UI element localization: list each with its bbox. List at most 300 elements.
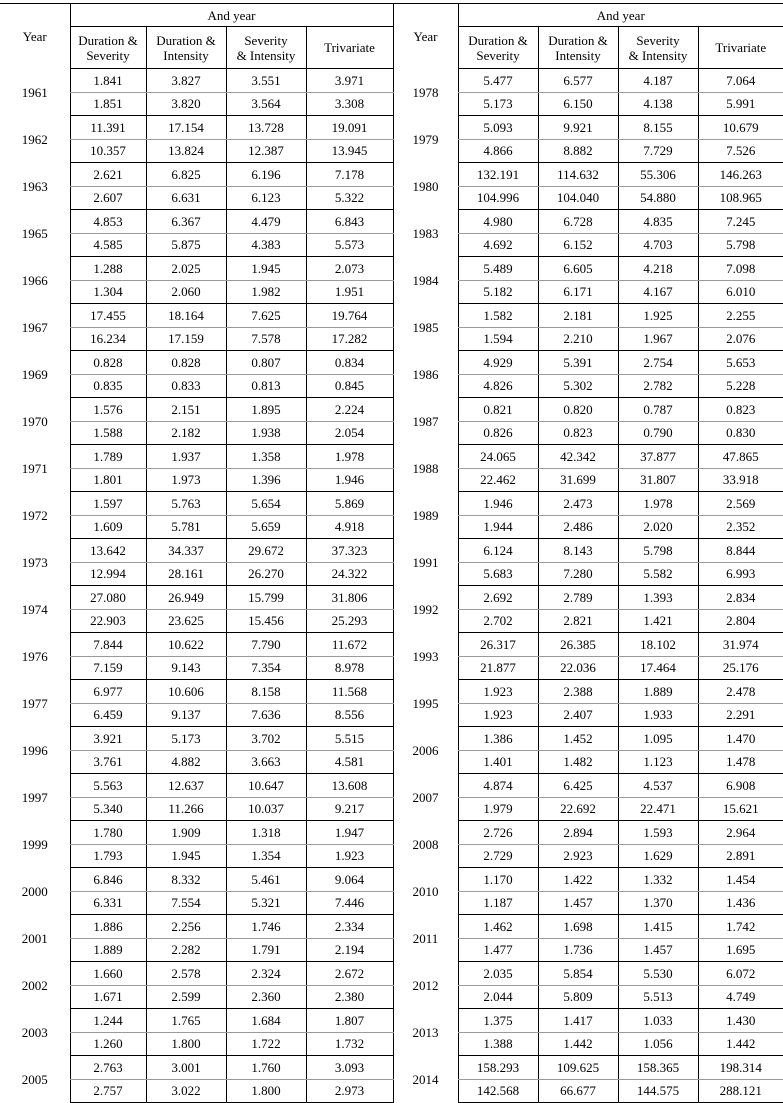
value-cell: 12.994 <box>70 562 146 586</box>
value-cell: 2.891 <box>698 844 783 868</box>
value-cell: 4.918 <box>306 515 393 539</box>
value-cell: 27.080 <box>70 586 146 610</box>
value-cell: 7.578 <box>226 327 306 351</box>
year-cell: 1992 <box>393 586 458 633</box>
value-cell: 142.568 <box>458 1079 538 1103</box>
value-cell: 17.282 <box>306 327 393 351</box>
value-cell: 1.951 <box>306 280 393 304</box>
year-cell: 1977 <box>21 695 48 711</box>
value-cell: 9.137 <box>146 703 226 727</box>
value-cell: 4.138 <box>618 92 698 116</box>
value-cell: 0.828 <box>146 351 226 375</box>
value-cell: 1.698 <box>538 915 618 939</box>
value-cell: 19.091 <box>306 116 393 140</box>
value-cell: 7.554 <box>146 891 226 915</box>
value-cell: 9.217 <box>306 797 393 821</box>
value-cell: 6.605 <box>538 257 618 281</box>
value-cell: 1.732 <box>306 1032 393 1056</box>
value-cell: 2.478 <box>698 680 783 704</box>
value-cell: 198.314 <box>698 1056 783 1080</box>
year-cell: 1984 <box>393 257 458 304</box>
value-cell: 34.337 <box>146 539 226 563</box>
value-cell: 1.386 <box>458 727 538 751</box>
value-cell: 11.391 <box>70 116 146 140</box>
value-cell: 2.923 <box>538 844 618 868</box>
value-cell: 1.187 <box>458 891 538 915</box>
header-row-group <box>0 4 783 27</box>
value-cell: 2.407 <box>538 703 618 727</box>
value-cell: 3.761 <box>70 750 146 774</box>
value-cell: 0.823 <box>698 398 783 422</box>
value-cell: 4.537 <box>618 774 698 798</box>
year-header-right: Year <box>393 4 458 69</box>
value-cell: 5.530 <box>618 962 698 986</box>
value-cell: 6.843 <box>306 210 393 234</box>
value-cell: 0.820 <box>538 398 618 422</box>
value-cell: 1.684 <box>226 1009 306 1033</box>
value-cell: 10.357 <box>70 139 146 163</box>
table-row <box>0 374 783 398</box>
value-cell: 0.807 <box>226 351 306 375</box>
year-cell: 2001 <box>21 930 48 946</box>
value-cell: 1.332 <box>618 868 698 892</box>
value-cell: 5.228 <box>698 374 783 398</box>
value-cell: 1.304 <box>70 280 146 304</box>
value-cell: 3.551 <box>226 69 306 93</box>
value-cell: 1.170 <box>458 868 538 892</box>
value-cell: 2.834 <box>698 586 783 610</box>
value-cell: 2.380 <box>306 985 393 1009</box>
value-cell: 108.965 <box>698 186 783 210</box>
value-cell: 6.367 <box>146 210 226 234</box>
value-cell: 2.821 <box>538 609 618 633</box>
value-cell: 17.455 <box>70 304 146 328</box>
value-cell: 4.479 <box>226 210 306 234</box>
year-cell: 1991 <box>393 539 458 586</box>
value-cell: 13.824 <box>146 139 226 163</box>
value-cell: 1.851 <box>70 92 146 116</box>
year-cell: 1996 <box>21 742 48 758</box>
value-cell: 18.164 <box>146 304 226 328</box>
value-cell: 5.582 <box>618 562 698 586</box>
year-cell: 1961 <box>21 84 48 100</box>
value-cell: 4.882 <box>146 750 226 774</box>
value-cell: 2.151 <box>146 398 226 422</box>
value-cell: 7.178 <box>306 163 393 187</box>
value-cell: 1.923 <box>458 703 538 727</box>
value-cell: 26.270 <box>226 562 306 586</box>
value-cell: 146.263 <box>698 163 783 187</box>
table-row <box>0 774 783 798</box>
value-cell: 6.631 <box>146 186 226 210</box>
value-cell: 1.576 <box>70 398 146 422</box>
value-cell: 0.828 <box>70 351 146 375</box>
value-cell: 4.692 <box>458 233 538 257</box>
value-cell: 2.352 <box>698 515 783 539</box>
value-cell: 2.334 <box>306 915 393 939</box>
value-cell: 1.417 <box>538 1009 618 1033</box>
table-row <box>0 656 783 680</box>
table-row <box>0 92 783 116</box>
value-cell: 1.933 <box>618 703 698 727</box>
value-cell: 1.841 <box>70 69 146 93</box>
value-cell: 1.370 <box>618 891 698 915</box>
value-cell: 1.742 <box>698 915 783 939</box>
table-row <box>0 891 783 915</box>
table-row <box>0 1056 783 1080</box>
value-cell: 5.573 <box>306 233 393 257</box>
value-cell: 2.054 <box>306 421 393 445</box>
table-row <box>0 210 783 234</box>
value-cell: 1.895 <box>226 398 306 422</box>
value-cell: 7.729 <box>618 139 698 163</box>
value-cell: 1.923 <box>306 844 393 868</box>
value-cell: 1.746 <box>226 915 306 939</box>
value-cell: 1.765 <box>146 1009 226 1033</box>
value-cell: 5.513 <box>618 985 698 1009</box>
table-row <box>0 186 783 210</box>
value-cell: 10.606 <box>146 680 226 704</box>
value-cell: 1.415 <box>618 915 698 939</box>
value-cell: 3.663 <box>226 750 306 774</box>
value-cell: 1.422 <box>538 868 618 892</box>
value-cell: 3.564 <box>226 92 306 116</box>
year-cell: 1966 <box>21 272 48 288</box>
value-cell: 3.702 <box>226 727 306 751</box>
table-row <box>0 304 783 328</box>
value-cell: 15.621 <box>698 797 783 821</box>
value-cell: 4.929 <box>458 351 538 375</box>
value-cell: 2.754 <box>618 351 698 375</box>
table-row <box>0 116 783 140</box>
value-cell: 13.642 <box>70 539 146 563</box>
value-cell: 0.821 <box>458 398 538 422</box>
year-cell: 2007 <box>393 774 458 821</box>
table-row <box>0 985 783 1009</box>
value-cell: 1.588 <box>70 421 146 445</box>
table-row <box>0 492 783 516</box>
value-cell: 5.302 <box>538 374 618 398</box>
year-cell: 2013 <box>393 1009 458 1056</box>
value-cell: 1.946 <box>306 468 393 492</box>
table-row <box>0 915 783 939</box>
value-cell: 1.925 <box>618 304 698 328</box>
year-cell: 1970 <box>21 413 48 429</box>
value-cell: 6.577 <box>538 69 618 93</box>
table-row <box>0 821 783 845</box>
value-cell: 5.321 <box>226 891 306 915</box>
table-row <box>0 938 783 962</box>
value-cell: 2.672 <box>306 962 393 986</box>
value-cell: 5.683 <box>458 562 538 586</box>
value-cell: 31.807 <box>618 468 698 492</box>
table-row <box>0 539 783 563</box>
value-cell: 5.322 <box>306 186 393 210</box>
table-row <box>0 562 783 586</box>
value-cell: 2.789 <box>538 586 618 610</box>
value-cell: 7.844 <box>70 633 146 657</box>
value-cell: 1.442 <box>538 1032 618 1056</box>
year-cell: 2006 <box>393 727 458 774</box>
value-cell: 11.568 <box>306 680 393 704</box>
value-cell: 1.056 <box>618 1032 698 1056</box>
value-cell: 1.736 <box>538 938 618 962</box>
value-cell: 47.865 <box>698 445 783 469</box>
value-cell: 1.436 <box>698 891 783 915</box>
value-cell: 5.654 <box>226 492 306 516</box>
year-cell: 1978 <box>393 69 458 116</box>
value-cell: 4.187 <box>618 69 698 93</box>
table-row <box>0 163 783 187</box>
value-cell: 5.563 <box>70 774 146 798</box>
value-cell: 5.461 <box>226 868 306 892</box>
col-severity-intensity-left: Severity & Intensity <box>226 27 306 69</box>
value-cell: 0.823 <box>538 421 618 445</box>
value-cell: 5.515 <box>306 727 393 751</box>
value-cell: 17.154 <box>146 116 226 140</box>
value-cell: 8.882 <box>538 139 618 163</box>
value-cell: 1.477 <box>458 938 538 962</box>
value-cell: 132.191 <box>458 163 538 187</box>
value-cell: 2.194 <box>306 938 393 962</box>
value-cell: 1.594 <box>458 327 538 351</box>
value-cell: 4.383 <box>226 233 306 257</box>
value-cell: 1.629 <box>618 844 698 868</box>
value-cell: 0.845 <box>306 374 393 398</box>
value-cell: 0.790 <box>618 421 698 445</box>
value-cell: 2.360 <box>226 985 306 1009</box>
value-cell: 7.625 <box>226 304 306 328</box>
table-row <box>0 445 783 469</box>
value-cell: 7.245 <box>698 210 783 234</box>
year-cell: 1993 <box>393 633 458 680</box>
value-cell: 4.218 <box>618 257 698 281</box>
value-cell: 1.478 <box>698 750 783 774</box>
value-cell: 6.196 <box>226 163 306 187</box>
table-body <box>0 69 783 1103</box>
col-duration-severity-right: Duration & Severity <box>458 27 538 69</box>
value-cell: 5.798 <box>698 233 783 257</box>
header-row-columns <box>0 27 783 69</box>
col-trivariate-right: Trivariate <box>698 27 783 69</box>
value-cell: 0.833 <box>146 374 226 398</box>
value-cell: 2.607 <box>70 186 146 210</box>
value-cell: 1.982 <box>226 280 306 304</box>
value-cell: 2.763 <box>70 1056 146 1080</box>
value-cell: 1.979 <box>458 797 538 821</box>
value-cell: 15.456 <box>226 609 306 633</box>
value-cell: 55.306 <box>618 163 698 187</box>
table-row <box>0 1079 783 1103</box>
value-cell: 24.065 <box>458 445 538 469</box>
table-row <box>0 280 783 304</box>
value-cell: 1.462 <box>458 915 538 939</box>
value-cell: 2.486 <box>538 515 618 539</box>
value-cell: 2.702 <box>458 609 538 633</box>
year-cell: 1973 <box>21 554 48 570</box>
value-cell: 6.124 <box>458 539 538 563</box>
value-cell: 2.388 <box>538 680 618 704</box>
value-cell: 1.946 <box>458 492 538 516</box>
value-cell: 6.459 <box>70 703 146 727</box>
table-row <box>0 797 783 821</box>
value-cell: 2.757 <box>70 1079 146 1103</box>
table-row <box>0 139 783 163</box>
col-duration-severity-left: Duration & Severity <box>70 27 146 69</box>
value-cell: 22.692 <box>538 797 618 821</box>
value-cell: 10.647 <box>226 774 306 798</box>
value-cell: 4.167 <box>618 280 698 304</box>
value-cell: 6.152 <box>538 233 618 257</box>
value-cell: 13.945 <box>306 139 393 163</box>
year-cell: 1999 <box>21 836 48 852</box>
value-cell: 18.102 <box>618 633 698 657</box>
value-cell: 1.597 <box>70 492 146 516</box>
value-cell: 22.471 <box>618 797 698 821</box>
table-row <box>0 844 783 868</box>
year-cell: 1989 <box>393 492 458 539</box>
value-cell: 2.621 <box>70 163 146 187</box>
value-cell: 7.064 <box>698 69 783 93</box>
value-cell: 11.266 <box>146 797 226 821</box>
value-cell: 5.854 <box>538 962 618 986</box>
value-cell: 21.877 <box>458 656 538 680</box>
col-duration-intensity-right: Duration & Intensity <box>538 27 618 69</box>
value-cell: 1.789 <box>70 445 146 469</box>
value-cell: 1.945 <box>226 257 306 281</box>
value-cell: 2.182 <box>146 421 226 445</box>
value-cell: 2.964 <box>698 821 783 845</box>
col-trivariate-left: Trivariate <box>306 27 393 69</box>
value-cell: 5.173 <box>146 727 226 751</box>
value-cell: 29.672 <box>226 539 306 563</box>
value-cell: 104.996 <box>458 186 538 210</box>
value-cell: 1.609 <box>70 515 146 539</box>
table-row <box>0 1009 783 1033</box>
value-cell: 4.835 <box>618 210 698 234</box>
value-cell: 37.877 <box>618 445 698 469</box>
table-row <box>0 398 783 422</box>
value-cell: 0.830 <box>698 421 783 445</box>
value-cell: 5.875 <box>146 233 226 257</box>
value-cell: 6.171 <box>538 280 618 304</box>
value-cell: 1.582 <box>458 304 538 328</box>
value-cell: 1.454 <box>698 868 783 892</box>
value-cell: 2.569 <box>698 492 783 516</box>
value-cell: 1.260 <box>70 1032 146 1056</box>
value-cell: 1.947 <box>306 821 393 845</box>
value-cell: 6.846 <box>70 868 146 892</box>
table-row <box>0 421 783 445</box>
value-cell: 2.073 <box>306 257 393 281</box>
value-cell: 5.809 <box>538 985 618 1009</box>
table-row <box>0 1032 783 1056</box>
year-cell: 1986 <box>393 351 458 398</box>
value-cell: 2.025 <box>146 257 226 281</box>
value-cell: 4.980 <box>458 210 538 234</box>
value-cell: 2.256 <box>146 915 226 939</box>
value-cell: 25.176 <box>698 656 783 680</box>
value-cell: 1.288 <box>70 257 146 281</box>
value-cell: 4.853 <box>70 210 146 234</box>
value-cell: 1.889 <box>70 938 146 962</box>
table-row <box>0 69 783 93</box>
value-cell: 2.804 <box>698 609 783 633</box>
value-cell: 1.095 <box>618 727 698 751</box>
value-cell: 15.799 <box>226 586 306 610</box>
value-cell: 7.280 <box>538 562 618 586</box>
table-row <box>0 680 783 704</box>
table-row <box>0 727 783 751</box>
value-cell: 1.695 <box>698 938 783 962</box>
value-cell: 1.945 <box>146 844 226 868</box>
value-cell: 1.944 <box>458 515 538 539</box>
table-row <box>0 868 783 892</box>
value-cell: 1.660 <box>70 962 146 986</box>
value-cell: 3.022 <box>146 1079 226 1103</box>
value-cell: 31.974 <box>698 633 783 657</box>
value-cell: 2.726 <box>458 821 538 845</box>
value-cell: 8.158 <box>226 680 306 704</box>
value-cell: 7.354 <box>226 656 306 680</box>
value-cell: 1.470 <box>698 727 783 751</box>
value-cell: 9.921 <box>538 116 618 140</box>
value-cell: 1.780 <box>70 821 146 845</box>
value-cell: 5.991 <box>698 92 783 116</box>
table-row <box>0 327 783 351</box>
value-cell: 0.826 <box>458 421 538 445</box>
value-cell: 12.387 <box>226 139 306 163</box>
value-cell: 10.622 <box>146 633 226 657</box>
value-cell: 8.332 <box>146 868 226 892</box>
value-cell: 1.671 <box>70 985 146 1009</box>
value-cell: 1.354 <box>226 844 306 868</box>
value-cell: 6.331 <box>70 891 146 915</box>
value-cell: 1.442 <box>698 1032 783 1056</box>
value-cell: 5.182 <box>458 280 538 304</box>
year-cell: 2014 <box>393 1056 458 1103</box>
value-cell: 26.317 <box>458 633 538 657</box>
value-cell: 5.659 <box>226 515 306 539</box>
value-cell: 1.889 <box>618 680 698 704</box>
value-cell: 1.801 <box>70 468 146 492</box>
year-header-left: Year <box>0 4 70 69</box>
value-cell: 3.001 <box>146 1056 226 1080</box>
value-cell: 1.375 <box>458 1009 538 1033</box>
value-cell: 6.993 <box>698 562 783 586</box>
value-cell: 2.020 <box>618 515 698 539</box>
value-cell: 3.093 <box>306 1056 393 1080</box>
value-cell: 5.653 <box>698 351 783 375</box>
value-cell: 6.010 <box>698 280 783 304</box>
value-cell: 1.593 <box>618 821 698 845</box>
value-cell: 17.464 <box>618 656 698 680</box>
value-cell: 26.949 <box>146 586 226 610</box>
value-cell: 1.123 <box>618 750 698 774</box>
table-row <box>0 962 783 986</box>
year-cell: 1969 <box>21 366 48 382</box>
value-cell: 1.033 <box>618 1009 698 1033</box>
table-row <box>0 609 783 633</box>
table-row <box>0 703 783 727</box>
value-cell: 2.044 <box>458 985 538 1009</box>
value-cell: 158.365 <box>618 1056 698 1080</box>
value-cell: 2.282 <box>146 938 226 962</box>
value-cell: 6.425 <box>538 774 618 798</box>
year-cell: 1985 <box>393 304 458 351</box>
year-cell: 1972 <box>21 507 48 523</box>
value-cell: 24.322 <box>306 562 393 586</box>
